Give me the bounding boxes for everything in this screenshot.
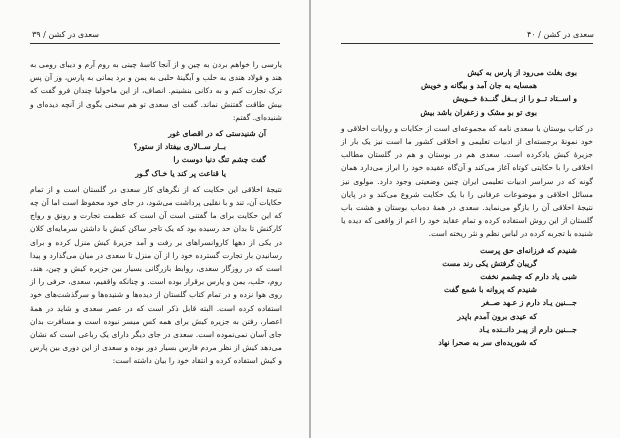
right-verse-line: جـــنین یـاد دارم ز عـهد صــغر [481, 298, 577, 308]
right-paragraph: در کتاب بوستان با سعدی نامه که مجموعه‌ای است از حکایات و روایات اخلاقی و خود نمونهٔ برجسته‌ای از ادبیات تعلیمی و اخلاقی کشور ما است نیز یک بار از جزیرهٔ کیش یادکرده است. سعدی هم در بوستان و هم در گلستان مطالب اخلاقی را با حکایتی کوتاه آغاز می‌کند و آن‌گاه عقیده خود را ابراز می‌دارد همان گونه که در سراسر ادبیات تعلیمی ایران چنین وضعیتی وجود دارد. مولوی نیز مسائل اخلاقی و موضوعات عرفانی را با یک حکایت شروع می‌کند و در پایان نتیجهٔ اخلاقی آن را بازگو می‌نماید. سعدی در همهٔ ده‌باب بوستان و هشت باب گلستان از این روش استفاده کرده و تمام عقاید خود را اعم از واقعی که دیده یا شنیده با تجربه کرده در لباس نظم و نثر ریخته است. [341, 123, 593, 239]
left-page [0, 0, 309, 438]
left-page-body [30, 58, 282, 368]
right-verse-line: که عیدی برون آمدم باپدر [457, 311, 537, 321]
left-verse-line: بــار ســالاری بیفتاد از ستور؟ [133, 142, 226, 152]
left-page-header: سعدی در کشن / ۳۹ [32, 30, 99, 39]
right-verse-line: بوی تو بو مشک و زعفران باشد بیش [420, 107, 537, 117]
right-verse-line: شنیدم که فرزانه‌ای حق پرست [480, 245, 577, 255]
right-page [311, 0, 620, 438]
right-page-header: سعدی در کشن / ۴۰ [527, 30, 594, 39]
right-verse-line: و اســتاد تــو را از بــغل گنــدهٔ خــویش [452, 94, 577, 104]
right-header-rule [341, 43, 593, 44]
right-verse-line: همسایه به جان آمد و بیگانه و خویش [421, 81, 537, 91]
right-verse-line: که شوریده‌ای سر به صحرا نهاد [438, 338, 537, 348]
right-verse-line: شبی یاد دارم که چشمم نخفت [480, 272, 577, 282]
left-verse-line: یا قناعت پر کند یا خـاک گـور [135, 168, 226, 178]
right-verse-line: جـــنین دارم از پیـر دانــنده یـاد [479, 324, 577, 334]
left-verse-line: گفت چشم تنگ دنیا دوست را [173, 155, 266, 165]
right-verse-line: گریبان گرفتش یکی رند مست [442, 258, 537, 268]
left-verse-line: آن شنیدستی که در اقصای غور [168, 129, 266, 139]
right-page-body [341, 66, 593, 349]
right-verse-line: بوی بغلت می‌رود از پارس به کیش [467, 68, 577, 77]
left-paragraph-2: نتیجهٔ اخلاقی این حکایت که از نگرهای کار سعدی در گلستان است و از تمام حکایات آن، تند و با نقلیی پرداشت می‌شود، در جای خود محفوظ است اما آن چه که این حکایت برای ما گفتنی است آن است که عظمت تجارت و رونق و رواج کارکنش تا بدان حد رسیده بود که یک تاجر ساکن کیش با داشتن سرمایه‌ای کلان در یکی از دهها کاروانسراهای بر رفت و آمد جزیرهٔ کیش منزل کرده و برای رسانیدن بار تجارت گسترده خود را از آن منزل تا سعدی در میان می‌گذارد و پیدا است که در روزگار سعدی، روابط بازرگانی بسیار بین جزیره کیش و چین، هند، روم، حلب، یمن و پارس برقرار بوده است. و چنانکه واقفیم، سعدی، حرفی را از روی هوا نزده و در تمام کتاب گلستان از دیده‌ها و شنیده‌ها و سرگذشت‌های خود استفاده کرده است. البته قابل ذکر است که در عصر سعدی و شاید در همهٔ اعصار، رفتن به جزیره کیش برای همه کس میسر نبوده است و مسافرت بدان جای آسان نمی‌نموده است. سعدی در جای دیگر دارای یک رباعی است که نشان می‌دهد کیش از نظر مردم فارس بسیار دور بوده و سعدی از این دوری بین پارس و کیش استفاده کرده و انتقاد خود را بیان داشته است: [30, 184, 282, 366]
left-paragraph-1: یارسی را خواهم بردن به چین و از آنجا کاسهٔ چینی به روم آرم و دیبای رومی به هند و فولاد هندی به حلب و آبگینهٔ حلبی به یمن و برد یمانی به پارس، وز آن پس ترک تجارت کنم و به دکانی بنشینم. انصاف، از این ماخولیا چندان فرو گفت که بیش طاقت گفتنش نماند. گفت ای سعدی تو هم سخنی بگوی از آنچه دیده‌ای و شنیده‌ای. گفتم: [30, 60, 282, 122]
right-verse-line: شنیدم که پروانه با شمع گفت [444, 285, 537, 295]
left-header-rule [30, 43, 280, 44]
